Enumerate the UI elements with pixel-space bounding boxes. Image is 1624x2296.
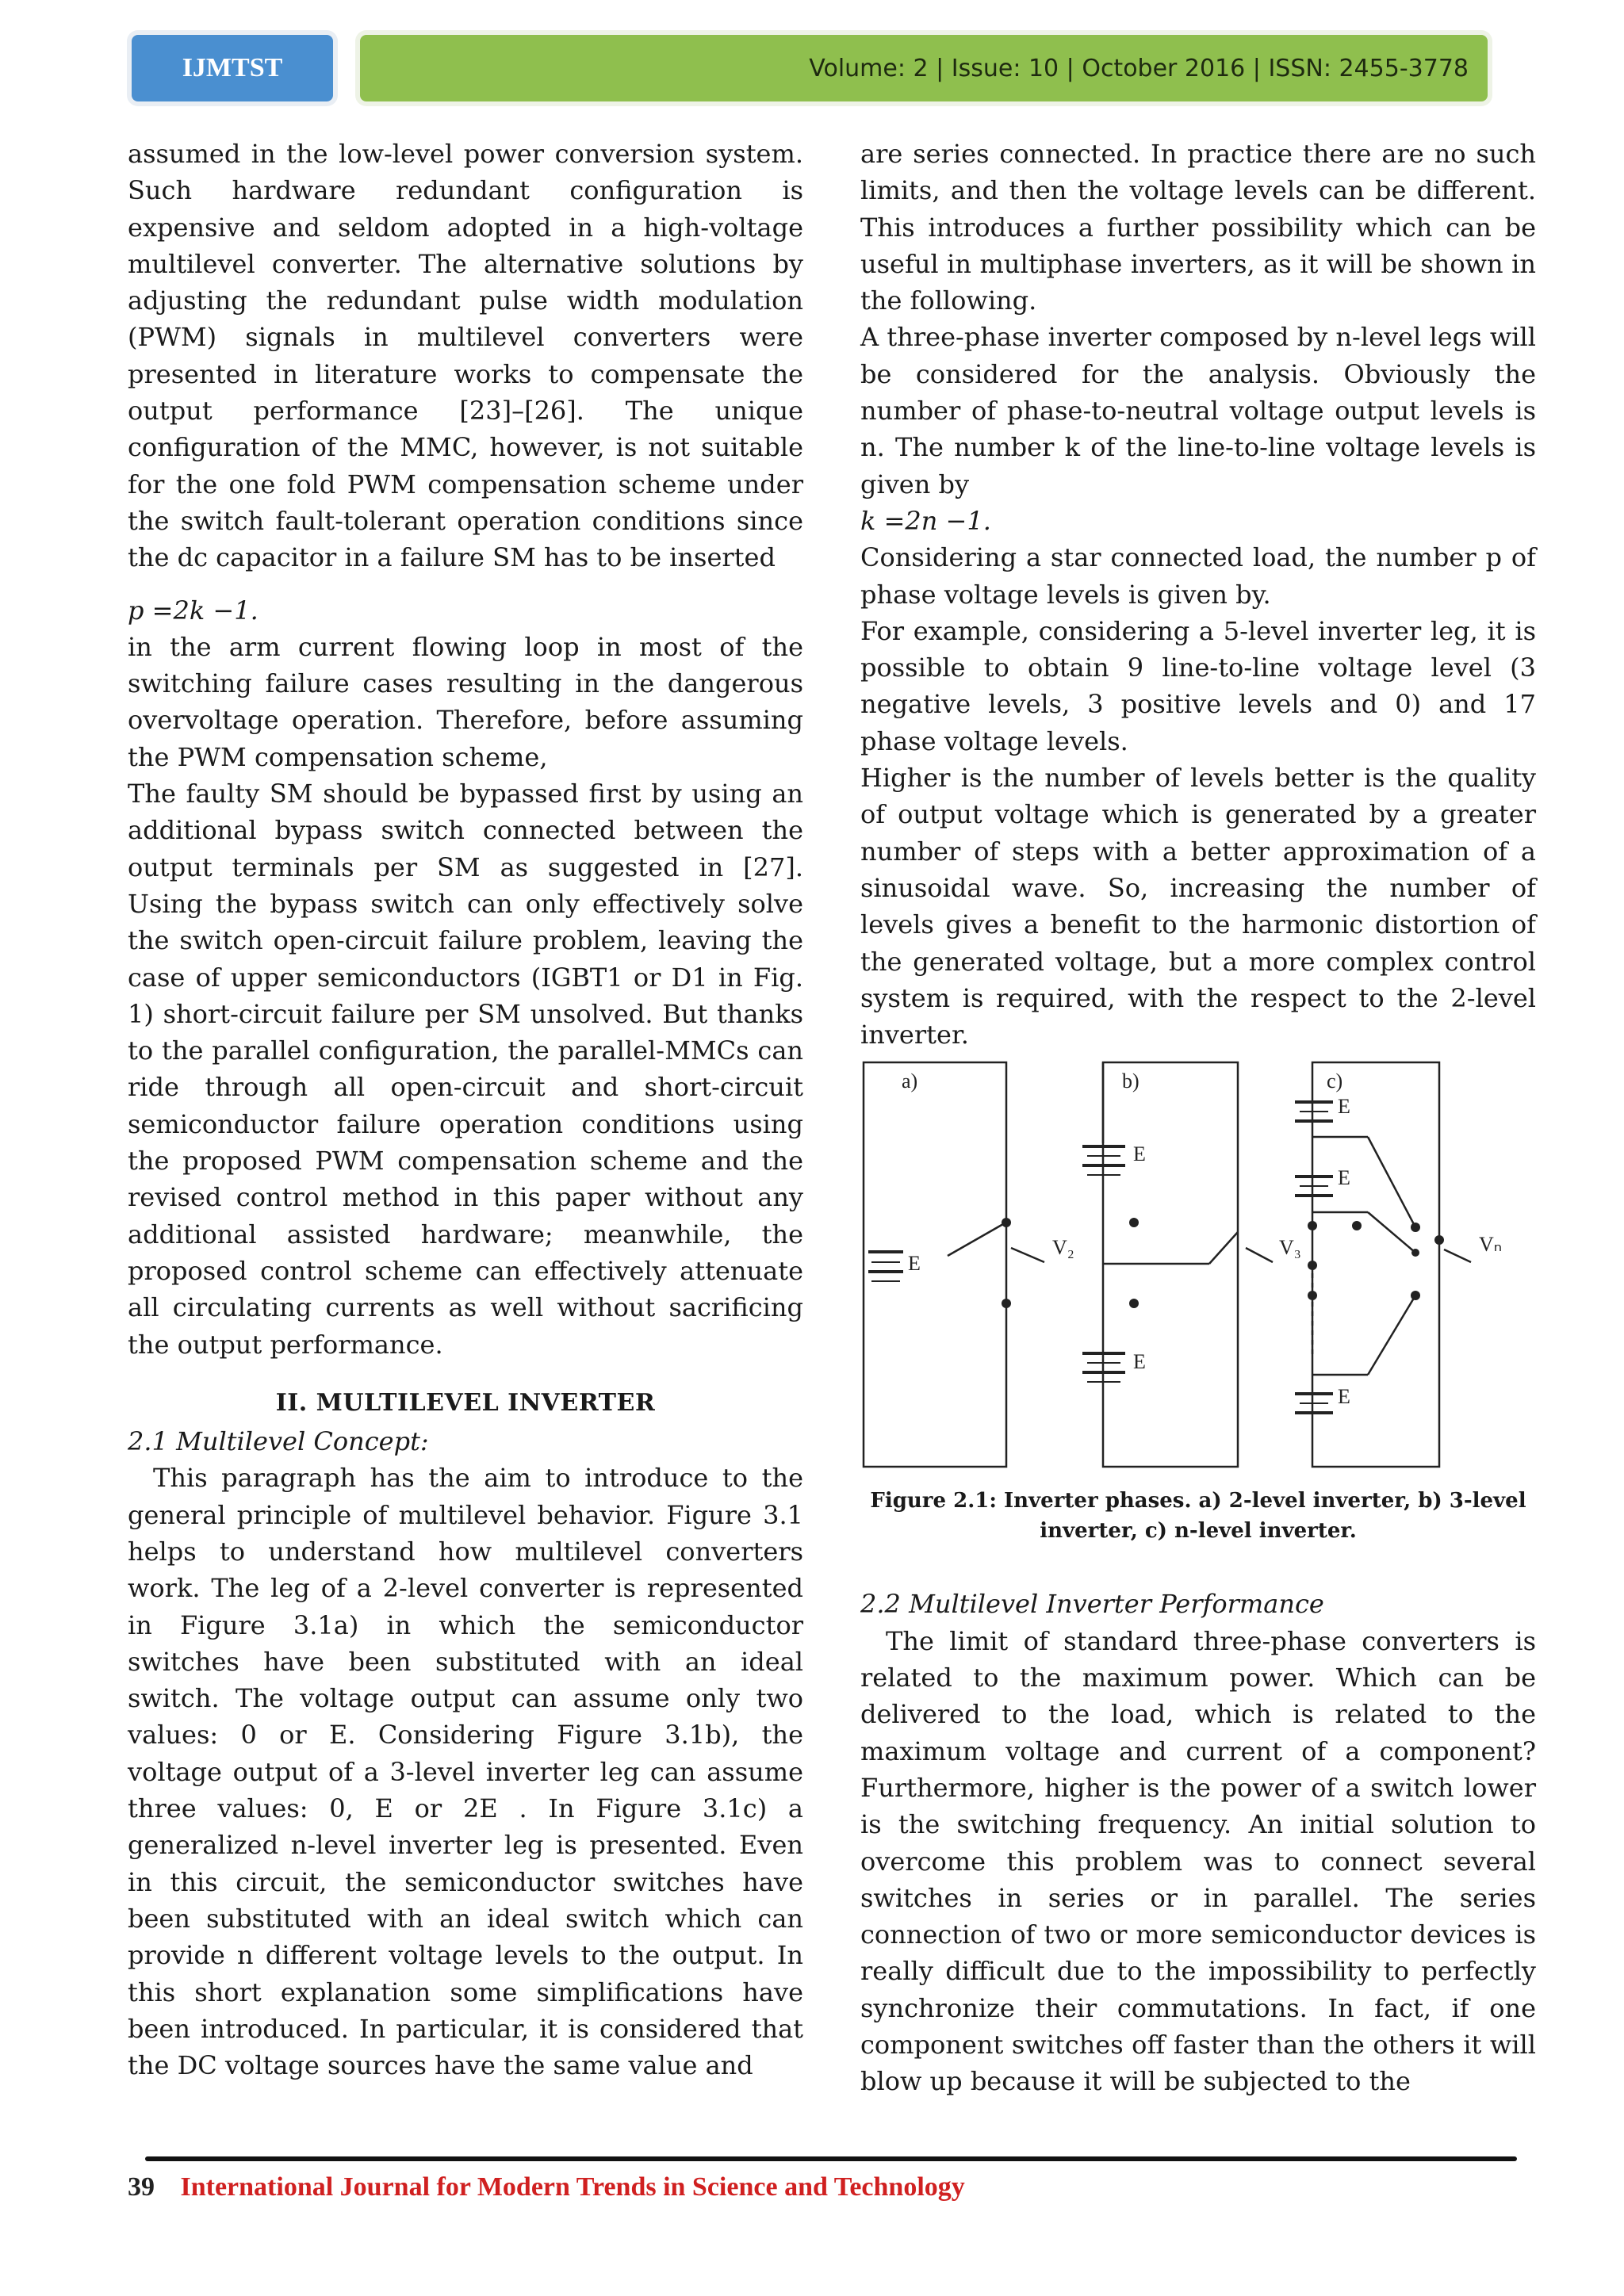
volume-info: Volume: 2 | Issue: 10 | October 2016 | ISSN: 2455-3778 bbox=[809, 54, 1469, 82]
paragraph: in the arm current flowing loop in most of the switching failure cases resulting in the dangerous overvoltage operation. Therefore, before assuming the PWM compensation scheme, bbox=[128, 631, 803, 772]
paragraph: A three-phase inverter composed by n-level legs will be considered for the analysis. Obviously the number of phase-to-neutral voltage output levels is n. The number k of the line-to-line voltage levels is given by bbox=[860, 322, 1536, 499]
paragraph: The limit of standard three-phase converters is related to the maximum power. Which can be delivered to the load, which is related to the maximum voltage and current of a component? Furthermore, higher is the power of a switch lower is the switching frequency. An initial solution to overcome this problem was to connect several switches in series or in parallel. The series connection of two or more semiconductor devices is really difficult due to the impossibility to perfectly synchronize their commutations. In fact, if one component switches off faster than the others it will blow up because it will be subjected to the bbox=[860, 1625, 1536, 2097]
paragraph: This paragraph has the aim to introduce to the general principle of multilevel behavior. Figure 3.1 helps to understand how multilevel converters work. The leg of a 2-level converter is represented in Figure 3.1a) in which the semiconductor switches have been substituted with an ideal switch. The voltage output can assume only two values: 0 or E. Considering Figure 3.1b), the voltage output of a 3-level inverter leg can assume three values: 0, E or 2E . In Figure 3.1c) a generalized n-level inverter leg is presented. Even in this circuit, the semiconductor switches have been substituted with an ideal switch which can provide n different voltage levels to the output. In this short explanation some simplifications have been introduced. In particular, it is considered that the DC voltage sources have the same value and bbox=[128, 1463, 803, 2081]
paragraph: Considering a star connected load, the number p of phase voltage levels is given by. bbox=[860, 542, 1536, 610]
page-footer bbox=[128, 2172, 965, 2202]
subsection-title: 2.1 Multilevel Concept: bbox=[128, 1426, 429, 1457]
paragraph: assumed in the low-level power conversion system. Such hardware redundant configuration is expensive and seldom adopted in a high-voltage multilevel converter. The alternative solutions by adjusting the redundant pulse width modulation (PWM) signals in multilevel converters were presented in literature works to compensate the output performance [23]–[26]. The unique configuration of the MMC, however, is not suitable for the one fold PWM compensation scheme under the switch fault-tolerant operation conditions since the dc capacitor in a failure SM has to be inserted bbox=[128, 139, 803, 573]
source-e-b1: E bbox=[1133, 1142, 1146, 1166]
figure-caption: Figure 2.1: Inverter phases. a) 2-level inverter, b) 3-level inverter, c) n-level inverter. bbox=[870, 1489, 1526, 1544]
paragraph: are series connected. In practice there are no such limits, and then the voltage levels can be different. This introduces a further possibility which can be useful in multiphase inverters, as it will be shown in the following. bbox=[860, 139, 1536, 316]
journal-abbrev: IJMTST bbox=[182, 53, 283, 82]
label-v2: V₂ bbox=[1052, 1236, 1074, 1260]
equation-k: k =2n −1. bbox=[860, 505, 991, 536]
footer-divider bbox=[145, 2156, 1517, 2161]
left-column bbox=[128, 136, 803, 2084]
source-e-c3: E bbox=[1338, 1385, 1350, 1409]
label-b: b) bbox=[1122, 1070, 1139, 1093]
inverter-figure bbox=[860, 1058, 1536, 1470]
label-v3: V₃ bbox=[1279, 1236, 1301, 1260]
label-a: a) bbox=[902, 1070, 918, 1093]
subsection-title: 2.2 Multilevel Inverter Performance bbox=[860, 1589, 1324, 1620]
source-e-c1: E bbox=[1338, 1095, 1350, 1119]
source-e-b2: E bbox=[1133, 1350, 1146, 1374]
inverter-circuits-diagram bbox=[860, 1058, 1536, 1470]
volume-info-banner bbox=[360, 35, 1488, 101]
journal-abbrev-badge bbox=[132, 35, 333, 101]
label-c: c) bbox=[1327, 1070, 1343, 1093]
source-e-c2: E bbox=[1338, 1166, 1350, 1190]
paragraph: For example, considering a 5-level inverter leg, it is possible to obtain 9 line-to-line voltage level (3 negative levels, 3 positive levels and 0) and 17 phase voltage levels. bbox=[860, 615, 1536, 756]
equation-p: p =2k −1. bbox=[128, 595, 259, 626]
paragraph: The faulty SM should be bypassed first by using an additional bypass switch connected between the output terminals per SM as suggested in [27]. Using the bypass switch can only effectively solve the switch open-circuit failure problem, leaving the case of upper semiconductors (IGBT1 or D1 in Fig. 1) short-circuit failure per SM unsolved. But thanks to the parallel configuration, the parallel-MMCs can ride through all open-circuit and short-circuit semiconductor failure operation conditions using the proposed PWM compensation scheme and the revised control method in this paper without any additional assisted hardware; meanwhile, the proposed control scheme can effectively attenuate all circulating currents as well without sacrificing the output performance. bbox=[128, 779, 803, 1360]
label-vn: Vₙ bbox=[1479, 1233, 1503, 1257]
right-column bbox=[860, 136, 1536, 2100]
source-e-a: E bbox=[908, 1252, 921, 1276]
page-number: 39 bbox=[128, 2172, 155, 2202]
paragraph: Higher is the number of levels better is the quality of output voltage which is generated by a greater number of steps with a better approximation of a sinusoidal wave. So, increasing the number of levels gives a benefit to the harmonic distortion of the generated voltage, but a more complex control system is required, with the respect to the 2-level inverter. bbox=[860, 763, 1536, 1050]
journal-name: International Journal for Modern Trends in Science and Technology bbox=[180, 2172, 965, 2202]
section-title: II. MULTILEVEL INVERTER bbox=[275, 1388, 656, 1417]
